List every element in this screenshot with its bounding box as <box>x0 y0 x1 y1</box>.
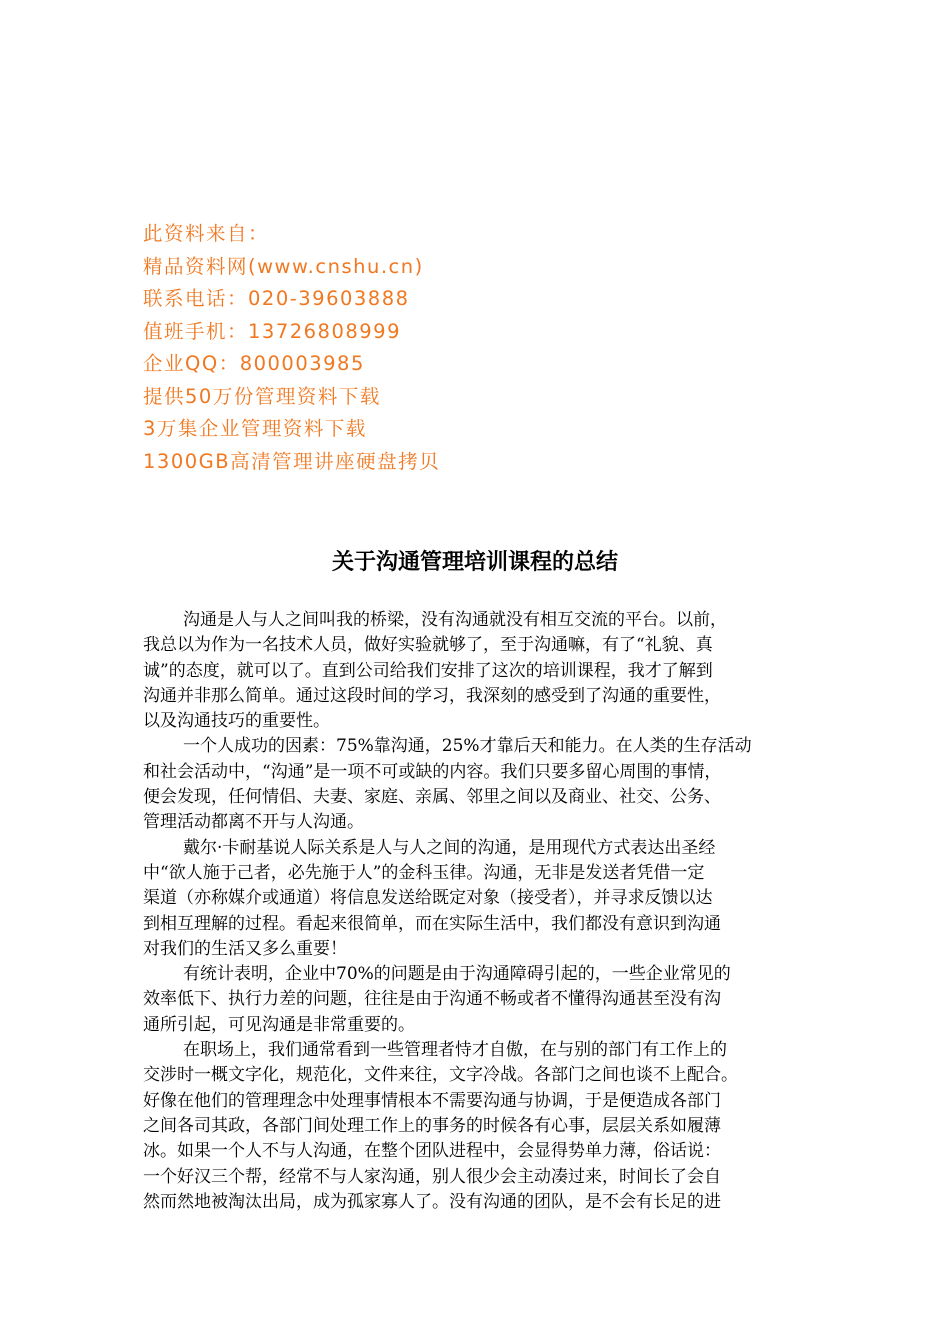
paragraph-line: 一个人成功的因素：75%靠沟通，25%才靠后天和能力。在人类的生存活动 <box>183 736 752 757</box>
paragraph-line: 在职场上，我们通常看到一些管理者恃才自傲，在与别的部门有工作上的 <box>183 1040 727 1061</box>
paragraph-line: 对我们的生活又多么重要！ <box>143 938 347 959</box>
paragraph-line: 冰。如果一个人不与人沟通，在整个团队进程中，会显得势单力薄，俗话说： <box>143 1141 721 1162</box>
paragraph-line: 交涉时一概文字化，规范化，文件来往，文字冷战。各部门之间也谈不上配合。 <box>143 1065 738 1086</box>
paragraph-line: 沟通是人与人之间叫我的桥梁，没有沟通就没有相互交流的平台。以前， <box>183 610 727 630</box>
document-body <box>143 608 821 1215</box>
paragraph-line: 我总以为作为一名技术人员，做好实验就够了，至于沟通嘛，有了“礼貌、真 <box>143 635 713 656</box>
source-offer-3: 1300GB高清管理讲座硬盘拷贝 <box>143 449 441 473</box>
paragraph-line: 和社会活动中，“沟通”是一项不可或缺的内容。我们只要多留心周围的事情， <box>143 761 722 782</box>
source-website: 精品资料网(www.cnshu.cn) <box>143 254 424 278</box>
paragraph-line: 管理活动都离不开与人沟通。 <box>143 812 364 833</box>
paragraph-line: 便会发现，任何情侣、夫妻、家庭、亲属、邻里之间以及商业、社交、公务、 <box>143 787 721 808</box>
source-offer-2: 3万集企业管理资料下载 <box>143 417 367 440</box>
source-qq: 企业QQ：800003985 <box>143 352 365 375</box>
source-offer-1: 提供50万份管理资料下载 <box>143 384 381 408</box>
paragraph-line: 有统计表明，企业中70%的问题是由于沟通障碍引起的，一些企业常见的 <box>183 964 731 985</box>
paragraph-line: 好像在他们的管理理念中处理事情根本不需要沟通与协调，于是便造成各部门 <box>143 1090 721 1111</box>
source-phone: 联系电话：020-39603888 <box>143 287 410 310</box>
paragraph-line: 沟通并非那么简单。通过这段时间的学习，我深刻的感受到了沟通的重要性， <box>143 685 721 706</box>
source-label: 此资料来自： <box>143 222 270 245</box>
paragraph-line: 渠道（亦称媒介或通道）将信息发送给既定对象（接受者），并寻求反馈以达 <box>143 888 713 909</box>
paragraph-line: 到相互理解的过程。看起来很简单，而在实际生活中，我们都没有意识到沟通 <box>143 913 721 934</box>
paragraph-line: 诚”的态度，就可以了。直到公司给我们安排了这次的培训课程，我才了解到 <box>143 660 713 681</box>
paragraph-line: 然而然地被淘汰出局，成为孤家寡人了。没有沟通的团队，是不会有长足的进 <box>143 1191 721 1212</box>
source-mobile: 值班手机：13726808999 <box>143 319 401 343</box>
paragraph-line: 以及沟通技巧的重要性。 <box>143 711 330 732</box>
paragraph-line: 通所引起，可见沟通是非常重要的。 <box>143 1014 415 1035</box>
paragraph-line: 中“欲人施于己者，必先施于人”的金科玉律。沟通，无非是发送者凭借一定 <box>143 862 705 883</box>
paragraph-line: 效率低下、执行力差的问题，往往是由于沟通不畅或者不懂得沟通甚至没有沟 <box>143 989 721 1010</box>
document-title: 关于沟通管理培训课程的总结 <box>331 550 618 575</box>
source-info-block <box>143 218 743 478</box>
paragraph-line: 一个好汉三个帮，经常不与人家沟通，别人很少会主动凑过来，时间长了会自 <box>143 1166 721 1187</box>
paragraph-line: 戴尔·卡耐基说人际关系是人与人之间的沟通，是用现代方式表达出圣经 <box>183 837 716 858</box>
paragraph-line: 之间各司其政，各部门间处理工作上的事务的时候各有心事，层层关系如履薄 <box>143 1115 721 1136</box>
